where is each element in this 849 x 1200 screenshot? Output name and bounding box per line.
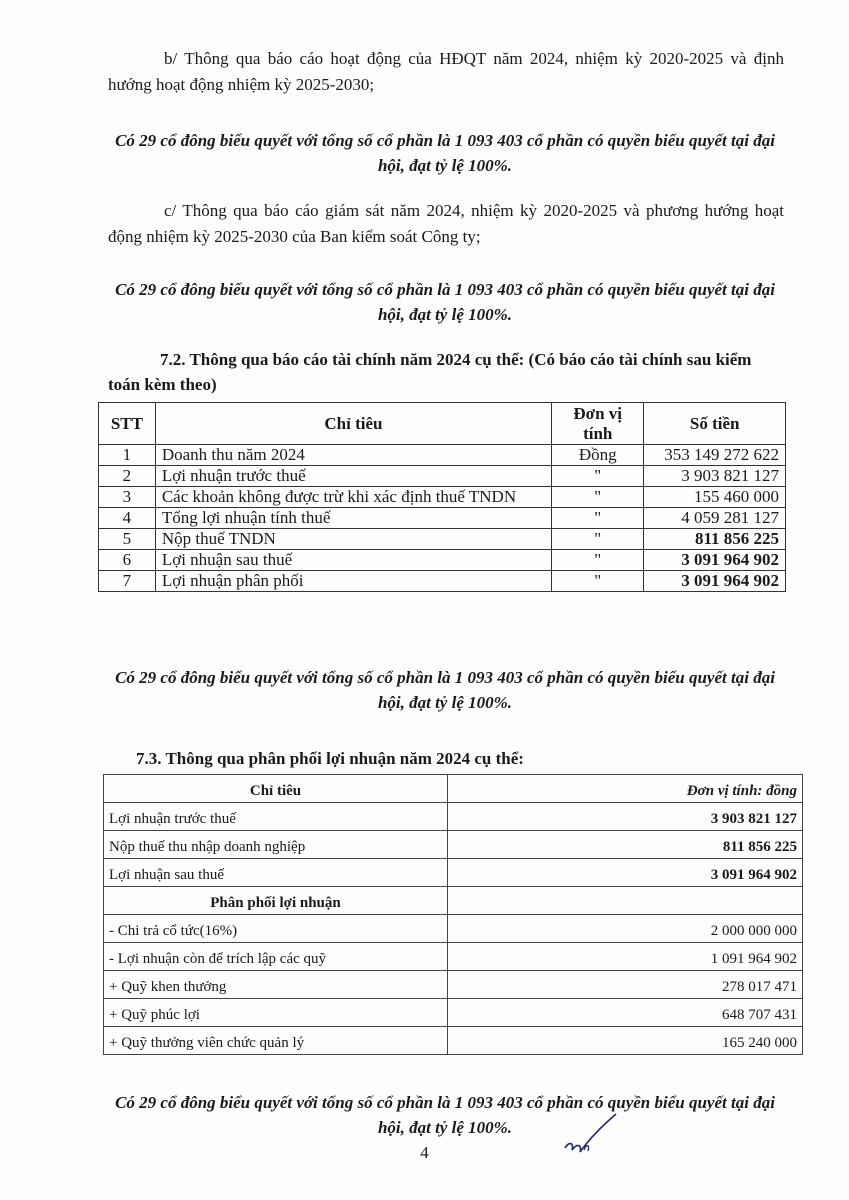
table-row: 2 Lợi nhuận trước thuế " 3 903 821 127	[99, 466, 786, 487]
table-row: + Quỹ thưởng viên chức quản lý 165 240 000	[104, 1027, 803, 1055]
section-b-paragraph: b/ Thông qua báo cáo hoạt động của HĐQT năm 2024, nhiệm kỳ 2020-2025 và định hướng hoạt động nhiệm kỳ 2025-2030;	[108, 49, 784, 94]
table-row: + Quỹ khen thưởng 278 017 471	[104, 971, 803, 999]
table-row: + Quỹ phúc lợi 648 707 431	[104, 999, 803, 1027]
table-row: Lợi nhuận trước thuế 3 903 821 127	[104, 803, 803, 831]
table-row: 4 Tổng lợi nhuận tính thuế " 4 059 281 127	[99, 508, 786, 529]
vote-result-3: Có 29 cổ đông biểu quyết với tổng số cổ phần là 1 093 403 cổ phần có quyền biểu quyết tại đại hội, đạt tỷ lệ 100%.	[115, 668, 775, 712]
table-subheader-row: Phân phối lợi nhuận	[104, 887, 803, 915]
page-number: 4	[420, 1143, 429, 1162]
table-header-row	[99, 403, 786, 445]
heading-7-2: 7.2. Thông qua báo cáo tài chính năm 2024 cụ thể: (Có báo cáo tài chính sau kiểm toán kèm theo)	[108, 350, 752, 394]
table-row: - Chi trả cổ tức(16%) 2 000 000 000	[104, 915, 803, 943]
table-row: 3 Các khoản không được trừ khi xác định thuế TNDN " 155 460 000	[99, 487, 786, 508]
heading-7-3: 7.3. Thông qua phân phối lợi nhuận năm 2024 cụ thể:	[136, 749, 524, 768]
header-unit: Đơn vị tính	[552, 403, 644, 445]
financial-report-table	[98, 402, 786, 592]
table-row: 7 Lợi nhuận phân phối " 3 091 964 902	[99, 571, 786, 592]
header-unit: Đơn vị tính: đồng	[448, 775, 803, 803]
header-amount: Số tiền	[644, 403, 786, 445]
vote-result-1: Có 29 cổ đông biểu quyết với tổng số cổ phần là 1 093 403 cổ phần có quyền biểu quyết tại đại hội, đạt tỷ lệ 100%.	[115, 131, 775, 175]
table-row: Lợi nhuận sau thuế 3 091 964 902	[104, 859, 803, 887]
table-row: 5 Nộp thuế TNDN " 811 856 225	[99, 529, 786, 550]
header-indicator: Chỉ tiêu	[155, 403, 551, 445]
header-stt: STT	[99, 403, 156, 445]
table-row: 1 Doanh thu năm 2024 Đồng 353 149 272 622	[99, 445, 786, 466]
vote-result-2: Có 29 cổ đông biểu quyết với tổng số cổ phần là 1 093 403 cổ phần có quyền biểu quyết tại đại hội, đạt tỷ lệ 100%.	[115, 280, 775, 324]
table-row: 6 Lợi nhuận sau thuế " 3 091 964 902	[99, 550, 786, 571]
header-indicator: Chỉ tiêu	[104, 775, 448, 803]
table-row: - Lợi nhuận còn để trích lập các quỹ 1 091 964 902	[104, 943, 803, 971]
table-header-row	[104, 775, 803, 803]
section-c-paragraph: c/ Thông qua báo cáo giám sát năm 2024, nhiệm kỳ 2020-2025 và phương hướng hoạt động nhiệm kỳ 2025-2030 của Ban kiểm soát Công ty;	[108, 201, 784, 246]
table-row: Nộp thuế thu nhập doanh nghiệp 811 856 225	[104, 831, 803, 859]
vote-result-4: Có 29 cổ đông biểu quyết với tổng số cổ phần là 1 093 403 cổ phần có quyền biểu quyết tại đại hội, đạt tỷ lệ 100%.	[115, 1093, 775, 1137]
profit-distribution-table	[103, 774, 803, 1055]
